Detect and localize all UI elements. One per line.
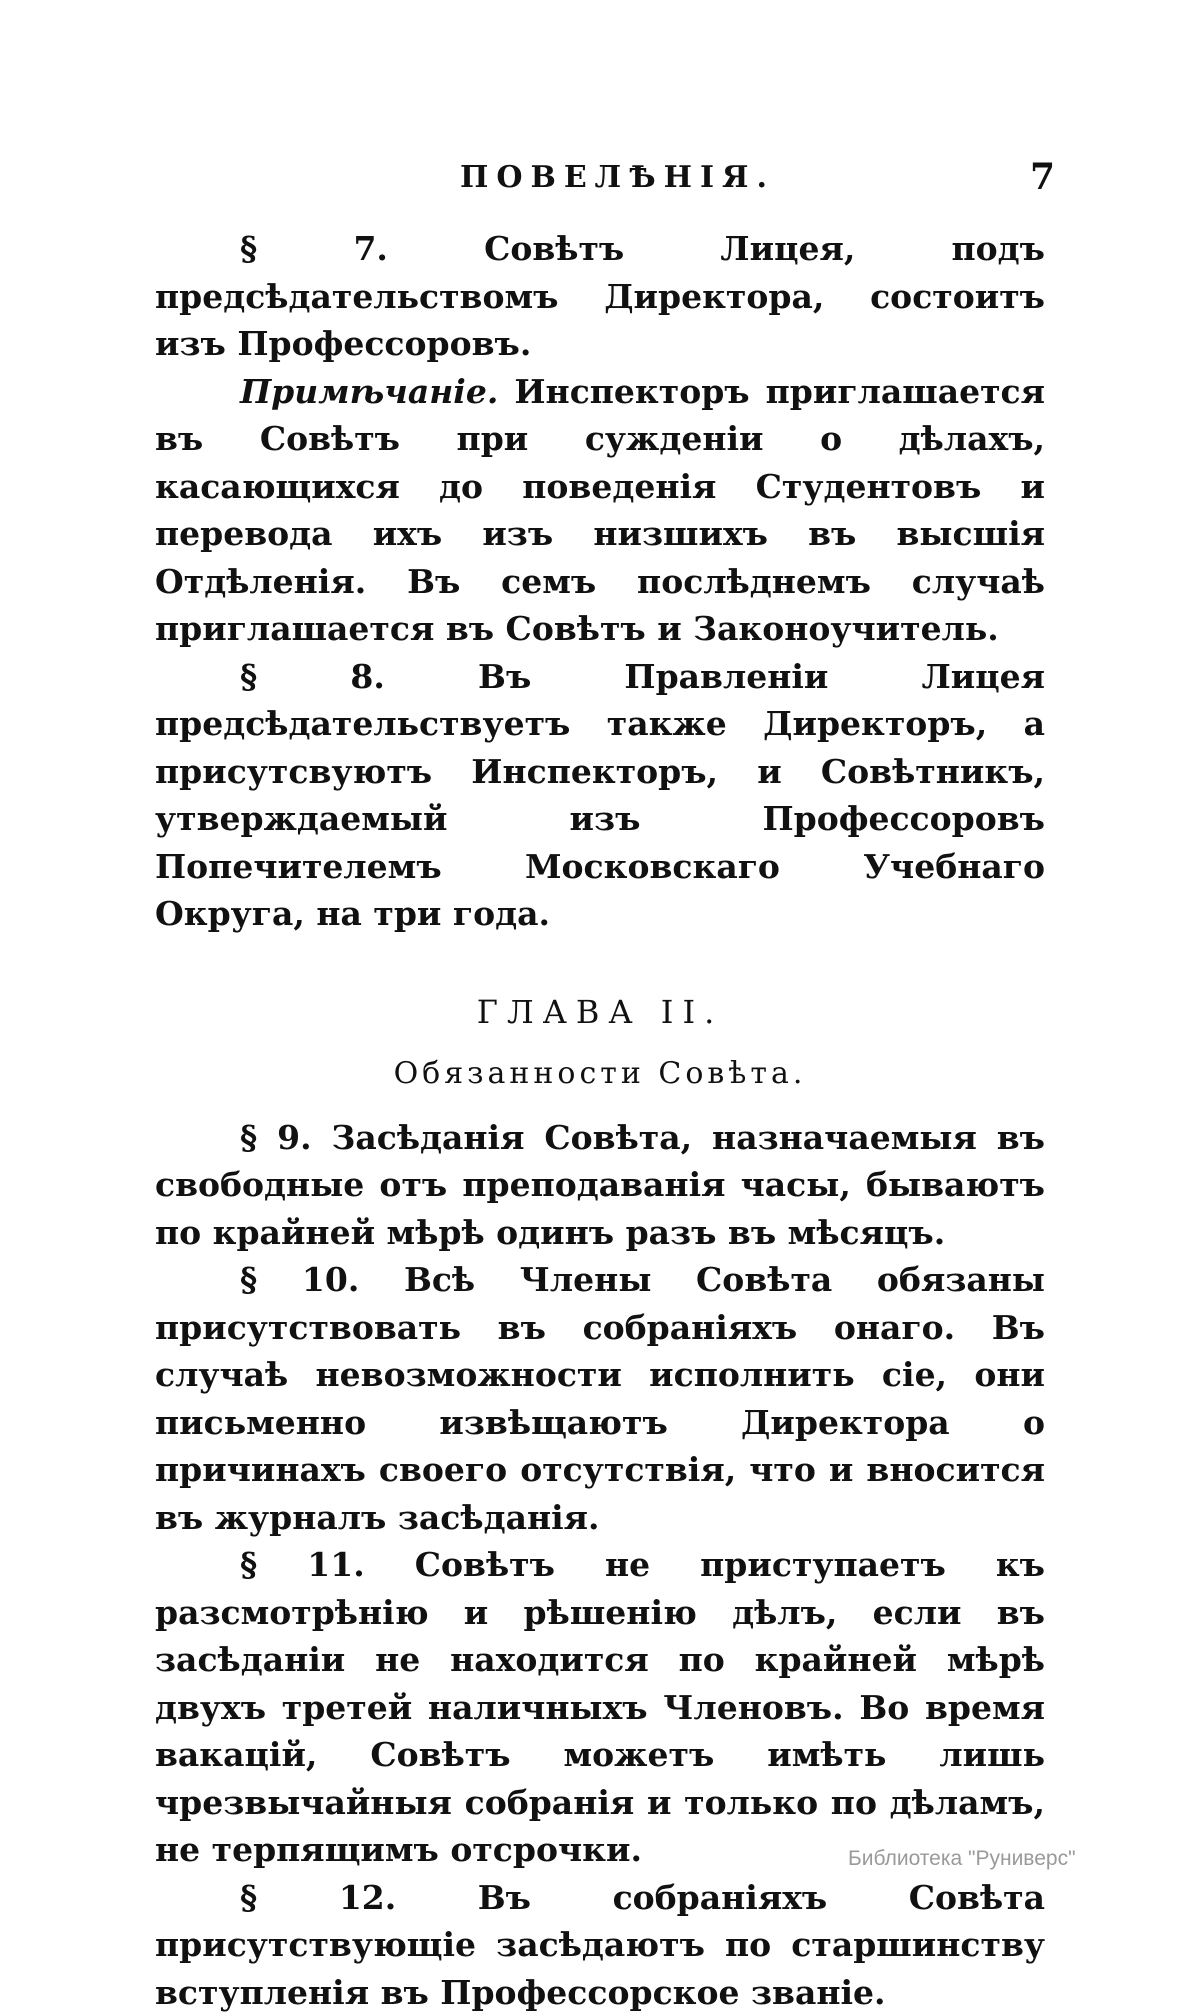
paragraph-section-11: § 11. Совѣтъ не приступаетъ къ разсмотрѣнію и рѣшенію дѣлъ, если въ засѣданіи не находится по крайней мѣрѣ двухъ третей наличныхъ Членовъ. Во время вакацій, Совѣтъ можетъ имѣть лишь чрезвычайныя собранія и только по дѣламъ, не терпящимъ отсрочки. — [155, 1541, 1045, 1874]
running-title: ПОВЕЛѢНІЯ. — [460, 160, 775, 195]
running-head — [0, 160, 1200, 200]
note-text: Инспекторъ приглашается въ Совѣтъ при сужденіи о дѣлахъ, касающихся до поведенія Студентовъ и перевода ихъ изъ низшихъ въ высшія Отдѣленія. Въ семъ послѣднемъ случаѣ приглашается въ Совѣтъ и Законоучитель. — [155, 372, 1045, 649]
paragraph-section-10: § 10. Всѣ Члены Совѣта обязаны присутствовать въ собраніяхъ онаго. Въ случаѣ невозможности исполнить сіе, они письменно извѣщаютъ Директора о причинахъ своего отсутствія, что и вносится въ журналъ засѣданія. — [155, 1256, 1045, 1541]
page-number: 7 — [1030, 156, 1055, 198]
chapter-subtitle: Обязанности Совѣта. — [155, 1052, 1045, 1096]
paragraph-section-9: § 9. Засѣданія Совѣта, назначаемыя въ свободные отъ преподаванія часы, бываютъ по крайней мѣрѣ одинъ разъ въ мѣсяцъ. — [155, 1114, 1045, 1257]
body-text — [155, 225, 1045, 2016]
library-watermark: Библиотека "Руниверс" — [848, 1847, 1076, 1871]
paragraph-section-7: § 7. Совѣтъ Лицея, подъ предсѣдательствомъ Директора, состоитъ изъ Профессоровъ. — [155, 225, 1045, 368]
chapter-title: ГЛАВА II. — [155, 990, 1045, 1034]
note-paragraph — [155, 368, 1045, 653]
paragraph-section-8: § 8. Въ Правленіи Лицея предсѣдательствуетъ также Директоръ, а присутсвуютъ Инспекторъ, и Совѣтникъ, утверждаемый изъ Профессоровъ Попечителемъ Московскаго Учебнаго Округа, на три года. — [155, 653, 1045, 938]
paragraph-section-12: § 12. Въ собраніяхъ Совѣта присутствующіе засѣдаютъ по старшинству вступленія въ Профессорское званіе. — [155, 1874, 1045, 2016]
note-label: Примѣчаніе. — [240, 372, 498, 411]
